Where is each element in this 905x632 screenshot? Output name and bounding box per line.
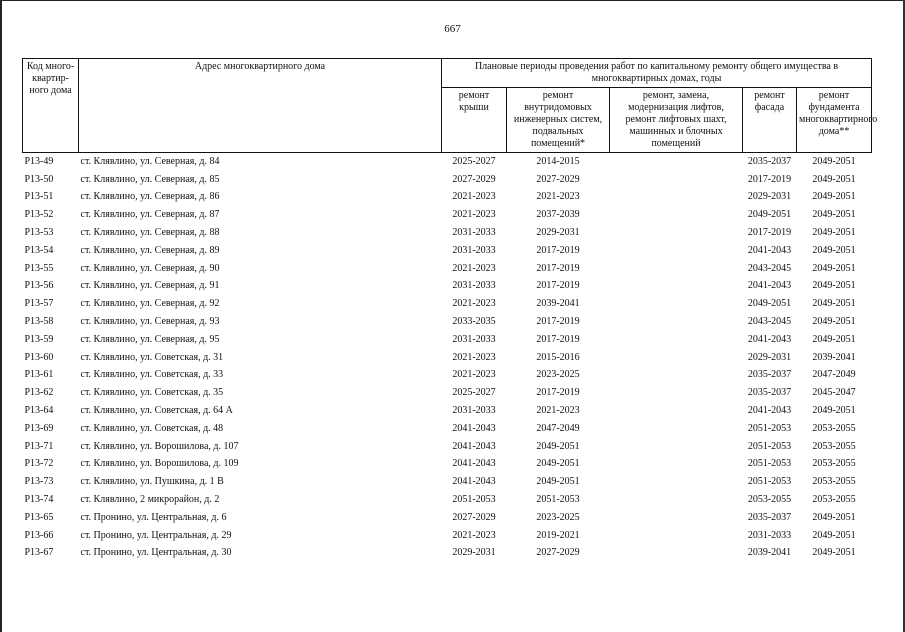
cell-facade: 2051-2053 (747, 476, 792, 488)
cell-address: ст. Клявлино, ул. Северная, д. 95 (80, 333, 220, 345)
cell-code: Р13-52 (24, 209, 54, 221)
cell-code: Р13-56 (24, 280, 54, 292)
cell-roof: 2021-2023 (452, 529, 496, 541)
table-row (23, 260, 872, 278)
cell-code: Р13-49 (24, 155, 54, 167)
cell-facade: 2051-2053 (747, 422, 792, 434)
table-row (23, 349, 872, 367)
cell-address: ст. Клявлино, 2 микрорайон, д. 2 (80, 494, 220, 506)
cell-elevators (610, 420, 743, 438)
cell-address: ст. Клявлино, ул. Пушкина, д. 1 В (80, 476, 224, 488)
cell-elevators (610, 313, 743, 331)
header-periods-group: Плановые периоды проведения работ по капитальному ремонту общего имущества в многоквартирных домах, годы (442, 59, 872, 88)
cell-foundation: 2039-2041 (812, 351, 856, 363)
cell-address: ст. Клявлино, ул. Советская, д. 64 А (80, 405, 233, 417)
cell-foundation: 2049-2051 (812, 511, 856, 523)
cell-elevators (610, 171, 743, 189)
cell-roof: 2041-2043 (452, 422, 496, 434)
cell-facade: 2049-2051 (747, 209, 792, 221)
cell-roof: 2033-2035 (452, 316, 496, 328)
cell-engineering: 2017-2019 (536, 262, 580, 274)
cell-elevators (610, 349, 743, 367)
cell-code: Р13-67 (24, 547, 54, 559)
table-row (23, 171, 872, 189)
cell-code: Р13-72 (24, 458, 54, 470)
cell-engineering: 2027-2029 (536, 547, 580, 559)
cell-engineering: 2051-2053 (536, 494, 580, 506)
cell-foundation: 2049-2051 (812, 547, 856, 559)
cell-address: ст. Клявлино, ул. Северная, д. 84 (80, 155, 220, 167)
cell-address: ст. Клявлино, ул. Советская, д. 31 (80, 351, 224, 363)
cell-facade: 2039-2041 (747, 547, 792, 559)
cell-elevators (610, 278, 743, 296)
cell-facade: 2041-2043 (747, 333, 792, 345)
cell-foundation: 2049-2051 (812, 209, 856, 221)
cell-engineering: 2023-2025 (536, 369, 580, 381)
cell-engineering: 2021-2023 (536, 405, 580, 417)
cell-engineering: 2017-2019 (536, 316, 580, 328)
cell-engineering: 2021-2023 (536, 191, 580, 203)
cell-elevators (610, 224, 743, 242)
page-left-border (0, 0, 2, 632)
cell-engineering: 2049-2051 (536, 458, 580, 470)
table-row (23, 295, 872, 313)
cell-engineering: 2017-2019 (536, 244, 580, 256)
cell-code: Р13-57 (24, 298, 54, 310)
cell-elevators (610, 545, 743, 563)
cell-foundation: 2049-2051 (812, 191, 856, 203)
cell-elevators (610, 384, 743, 402)
table-row (23, 509, 872, 527)
cell-engineering: 2017-2019 (536, 280, 580, 292)
cell-address: ст. Клявлино, ул. Северная, д. 86 (80, 191, 220, 203)
cell-foundation: 2049-2051 (812, 316, 856, 328)
table-body (23, 153, 872, 563)
cell-address: ст. Клявлино, ул. Советская, д. 48 (80, 422, 224, 434)
cell-facade: 2029-2031 (747, 351, 792, 363)
table-row (23, 206, 872, 224)
cell-facade: 2041-2043 (747, 244, 792, 256)
header-elevators: ремонт, замена, модернизация лифтов, ремонт лифтовых шахт, машинных и блочных помещений (610, 88, 743, 153)
cell-foundation: 2053-2055 (812, 422, 856, 434)
cell-engineering: 2023-2025 (536, 511, 580, 523)
cell-address: ст. Пронино, ул. Центральная, д. 6 (80, 511, 227, 523)
cell-roof: 2031-2033 (452, 280, 496, 292)
cell-foundation: 2049-2051 (812, 244, 856, 256)
cell-address: ст. Клявлино, ул. Северная, д. 93 (80, 316, 220, 328)
cell-address: ст. Пронино, ул. Центральная, д. 29 (80, 529, 232, 541)
cell-code: Р13-64 (24, 405, 54, 417)
cell-elevators (610, 331, 743, 349)
cell-foundation: 2049-2051 (812, 298, 856, 310)
cell-code: Р13-60 (24, 351, 54, 363)
table-row (23, 438, 872, 456)
cell-facade: 2031-2033 (747, 529, 792, 541)
cell-code: Р13-50 (24, 173, 54, 185)
cell-code: Р13-66 (24, 529, 54, 541)
cell-code: Р13-54 (24, 244, 54, 256)
header-code: Код много-квартир-ного дома (23, 59, 79, 153)
table-row (23, 402, 872, 420)
cell-engineering: 2049-2051 (536, 476, 580, 488)
header-facade: ремонт фасада (743, 88, 797, 153)
table-row (23, 189, 872, 207)
cell-foundation: 2053-2055 (812, 494, 856, 506)
cell-code: Р13-51 (24, 191, 54, 203)
table-row (23, 224, 872, 242)
table-row (23, 331, 872, 349)
cell-address: ст. Пронино, ул. Центральная, д. 30 (80, 547, 232, 559)
cell-roof: 2031-2033 (452, 227, 496, 239)
cell-roof: 2031-2033 (452, 333, 496, 345)
cell-code: Р13-71 (24, 440, 54, 452)
cell-engineering: 2049-2051 (536, 440, 580, 452)
cell-facade: 2051-2053 (747, 440, 792, 452)
cell-roof: 2021-2023 (452, 191, 496, 203)
cell-engineering: 2039-2041 (536, 298, 580, 310)
page-number: 667 (444, 23, 461, 35)
cell-code: Р13-74 (24, 494, 54, 506)
capital-repair-schedule-table (22, 58, 878, 562)
cell-elevators (610, 456, 743, 474)
cell-foundation: 2053-2055 (812, 476, 856, 488)
cell-facade: 2017-2019 (747, 173, 792, 185)
cell-roof: 2021-2023 (452, 298, 496, 310)
cell-elevators (610, 509, 743, 527)
cell-code: Р13-58 (24, 316, 54, 328)
cell-code: Р13-61 (24, 369, 54, 381)
cell-code: Р13-53 (24, 227, 54, 239)
cell-foundation: 2053-2055 (812, 440, 856, 452)
cell-facade: 2035-2037 (747, 155, 792, 167)
table-row (23, 420, 872, 438)
header-foundation: ремонт фундамента многоквартирного дома** (797, 88, 872, 153)
cell-roof: 2031-2033 (452, 244, 496, 256)
page-top-border (0, 0, 905, 1)
cell-elevators (610, 189, 743, 207)
cell-code: Р13-59 (24, 333, 54, 345)
cell-facade: 2041-2043 (747, 405, 792, 417)
table-row (23, 456, 872, 474)
table-row (23, 278, 872, 296)
cell-engineering: 2027-2029 (536, 173, 580, 185)
cell-roof: 2021-2023 (452, 209, 496, 221)
cell-roof: 2025-2027 (452, 155, 496, 167)
cell-facade: 2043-2045 (747, 316, 792, 328)
cell-foundation: 2045-2047 (812, 387, 856, 399)
cell-code: Р13-62 (24, 387, 54, 399)
cell-foundation: 2047-2049 (812, 369, 856, 381)
cell-elevators (610, 295, 743, 313)
cell-elevators (610, 260, 743, 278)
table-row (23, 545, 872, 563)
cell-roof: 2041-2043 (452, 440, 496, 452)
cell-elevators (610, 153, 743, 171)
cell-foundation: 2049-2051 (812, 333, 856, 345)
cell-address: ст. Клявлино, ул. Северная, д. 91 (80, 280, 220, 292)
table-row (23, 527, 872, 545)
cell-facade: 2053-2055 (747, 494, 792, 506)
cell-engineering: 2029-2031 (536, 227, 580, 239)
cell-address: ст. Клявлино, ул. Советская, д. 35 (80, 387, 224, 399)
cell-address: ст. Клявлино, ул. Северная, д. 87 (80, 209, 220, 221)
cell-roof: 2041-2043 (452, 458, 496, 470)
cell-engineering: 2015-2016 (536, 351, 580, 363)
cell-engineering: 2017-2019 (536, 333, 580, 345)
cell-facade: 2017-2019 (747, 227, 792, 239)
cell-facade: 2041-2043 (747, 280, 792, 292)
cell-elevators (610, 367, 743, 385)
cell-address: ст. Клявлино, ул. Советская, д. 33 (80, 369, 224, 381)
header-address: Адрес многоквартирного дома (79, 59, 442, 153)
cell-roof: 2029-2031 (452, 547, 496, 559)
cell-address: ст. Клявлино, ул. Северная, д. 92 (80, 298, 220, 310)
cell-engineering: 2047-2049 (536, 422, 580, 434)
cell-foundation: 2049-2051 (812, 155, 856, 167)
table-row (23, 491, 872, 509)
table-row (23, 153, 872, 171)
table-row (23, 473, 872, 491)
cell-elevators (610, 402, 743, 420)
cell-facade: 2049-2051 (747, 298, 792, 310)
table-row (23, 313, 872, 331)
cell-address: ст. Клявлино, ул. Ворошилова, д. 109 (80, 458, 239, 470)
cell-elevators (610, 491, 743, 509)
cell-roof: 2021-2023 (452, 369, 496, 381)
cell-engineering: 2017-2019 (536, 387, 580, 399)
cell-engineering: 2037-2039 (536, 209, 580, 221)
cell-facade: 2035-2037 (747, 387, 792, 399)
table-row (23, 242, 872, 260)
cell-foundation: 2049-2051 (812, 280, 856, 292)
cell-elevators (610, 527, 743, 545)
cell-elevators (610, 473, 743, 491)
cell-roof: 2025-2027 (452, 387, 496, 399)
cell-roof: 2027-2029 (452, 511, 496, 523)
cell-foundation: 2049-2051 (812, 262, 856, 274)
cell-foundation: 2049-2051 (812, 529, 856, 541)
cell-roof: 2051-2053 (452, 494, 496, 506)
cell-roof: 2041-2043 (452, 476, 496, 488)
cell-facade: 2029-2031 (747, 191, 792, 203)
header-roof: ремонт крыши (442, 88, 507, 153)
cell-facade: 2035-2037 (747, 511, 792, 523)
cell-foundation: 2049-2051 (812, 405, 856, 417)
cell-address: ст. Клявлино, ул. Северная, д. 85 (80, 173, 220, 185)
cell-address: ст. Клявлино, ул. Северная, д. 88 (80, 227, 220, 239)
cell-foundation: 2053-2055 (812, 458, 856, 470)
cell-foundation: 2049-2051 (812, 227, 856, 239)
cell-facade: 2043-2045 (747, 262, 792, 274)
cell-code: Р13-55 (24, 262, 54, 274)
cell-address: ст. Клявлино, ул. Ворошилова, д. 107 (80, 440, 239, 452)
cell-roof: 2027-2029 (452, 173, 496, 185)
cell-engineering: 2014-2015 (536, 155, 580, 167)
cell-engineering: 2019-2021 (536, 529, 580, 541)
cell-code: Р13-69 (24, 422, 54, 434)
cell-elevators (610, 206, 743, 224)
cell-roof: 2021-2023 (452, 351, 496, 363)
cell-address: ст. Клявлино, ул. Северная, д. 90 (80, 262, 220, 274)
table-row (23, 367, 872, 385)
cell-code: Р13-73 (24, 476, 54, 488)
cell-facade: 2051-2053 (747, 458, 792, 470)
cell-foundation: 2049-2051 (812, 173, 856, 185)
header-engineering: ремонт внутридомовых инженерных систем, подвальных помещений* (507, 88, 610, 153)
cell-code: Р13-65 (24, 511, 54, 523)
cell-facade: 2035-2037 (747, 369, 792, 381)
table-row (23, 384, 872, 402)
cell-address: ст. Клявлино, ул. Северная, д. 89 (80, 244, 220, 256)
cell-roof: 2031-2033 (452, 405, 496, 417)
cell-elevators (610, 438, 743, 456)
cell-roof: 2021-2023 (452, 262, 496, 274)
cell-elevators (610, 242, 743, 260)
